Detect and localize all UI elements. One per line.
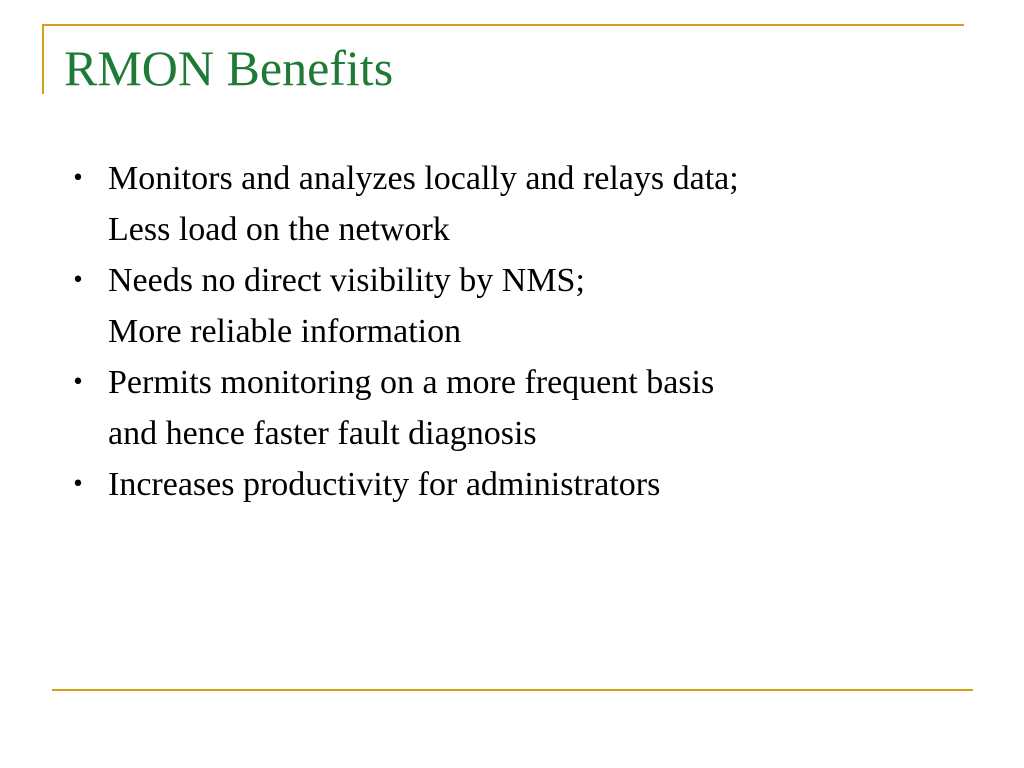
bullet-dot-icon: • (71, 472, 85, 497)
bullet-text-line: Increases productivity for administrators (108, 466, 661, 503)
bullet-text-line: and hence faster fault diagnosis (108, 415, 537, 452)
slide-title: RMON Benefits (64, 40, 394, 96)
bullet-dot-icon: • (71, 370, 85, 395)
bullet-item (66, 357, 966, 459)
bullet-item (66, 255, 966, 357)
bullet-list (66, 153, 966, 510)
bullet-text-line: Monitors and analyzes locally and relays data; (108, 160, 739, 197)
bullet-text-line: Less load on the network (108, 211, 450, 248)
left-accent-line (42, 24, 44, 94)
bullet-text-line: Needs no direct visibility by NMS; (108, 262, 585, 299)
bullet-item (66, 153, 966, 255)
bullet-text-line: Permits monitoring on a more frequent basis (108, 364, 715, 401)
top-accent-line (42, 24, 964, 26)
bullet-dot-icon: • (71, 166, 85, 191)
bullet-dot-icon: • (71, 268, 85, 293)
bullet-item (66, 459, 966, 510)
bullet-text-line: More reliable information (108, 313, 462, 350)
bottom-accent-line (52, 689, 973, 691)
